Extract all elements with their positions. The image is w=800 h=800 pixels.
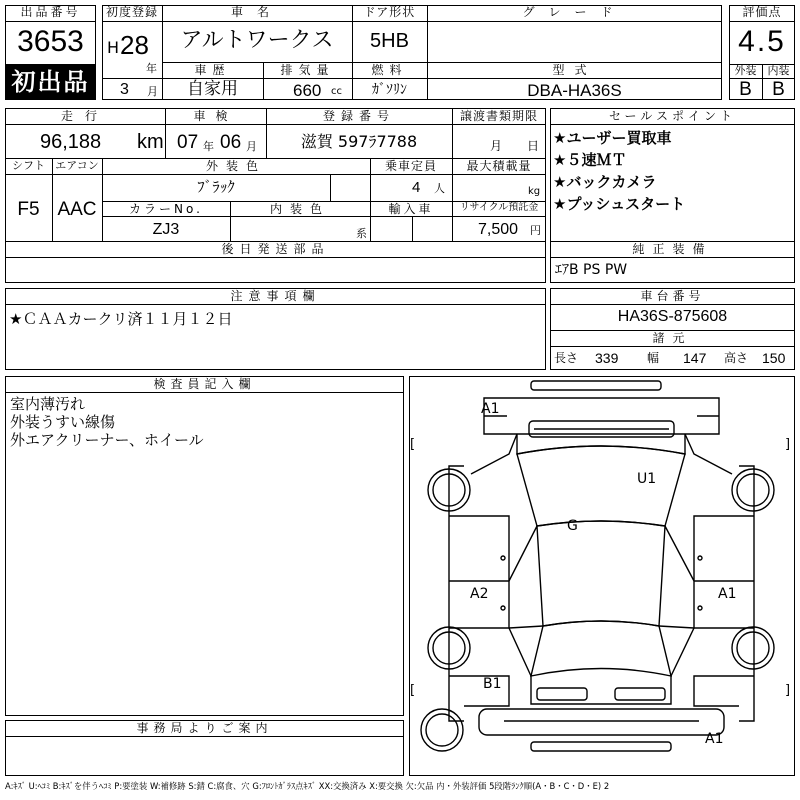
model-label: 型式 [552, 63, 597, 77]
door-label: ドア形状 [363, 5, 416, 19]
mileage: 96,188 [40, 131, 102, 153]
spec-label: 諸元 [652, 331, 693, 345]
first-reg-label: 初度登録 [105, 5, 158, 19]
car-name: アルトワークス [180, 28, 334, 53]
mark-windshield: G [567, 518, 578, 534]
inspection-month: 06 [220, 132, 242, 153]
inspection-label: 車検 [193, 109, 238, 123]
inspector-line: 外装うすい線傷 [10, 413, 116, 431]
capacity: 4 [412, 179, 421, 196]
shift-label: シフト [12, 159, 45, 172]
height-label: 高さ [724, 351, 749, 365]
displacement-label: 排気量 [280, 63, 335, 77]
caution-label: 注意事項欄 [230, 289, 321, 303]
svg-text:]: ] [785, 683, 791, 698]
load-label: 最大積載量 [466, 159, 532, 173]
sales-point: ★バックカメラ [553, 173, 657, 191]
equipment: ｴｱB PS PW [555, 262, 628, 278]
year-unit: 年 [146, 62, 157, 75]
first-reg-year: 28 [120, 30, 149, 60]
office-label: 事務局よりご案内 [136, 721, 273, 735]
width: 147 [683, 350, 707, 366]
era: H [107, 38, 120, 57]
mark-rear: A1 [705, 731, 724, 747]
fuel-label: 燃料 [371, 63, 408, 77]
load-unit: kg [528, 186, 541, 197]
equipment-label: 純正装備 [632, 242, 713, 256]
recycle: 7,500 [478, 221, 519, 238]
ac-label: エアコン [55, 159, 99, 172]
first-reg-month: 3 [120, 81, 129, 98]
displacement: 660 [293, 81, 322, 100]
svg-text:]: ] [785, 437, 791, 452]
recycle-label: リサイクル預託金 [459, 202, 539, 213]
first-listing-badge: 初出品 [6, 65, 95, 99]
svg-text:[: [ [410, 437, 416, 452]
int-color-unit: 系 [356, 227, 367, 240]
lot-label: 出品番号 [20, 5, 81, 19]
ac: AAC [57, 199, 97, 220]
mark-rear-left: B1 [483, 676, 502, 692]
exterior-label: 外装 [734, 64, 757, 77]
color-no: ZJ3 [152, 221, 180, 238]
mileage-label: 走行 [60, 109, 109, 123]
sales-point: ★５速ＭＴ [553, 151, 627, 169]
capacity-unit: 人 [434, 182, 445, 195]
legend: A:ｷｽﾞ U:ﾍｺﾐ B:ｷｽﾞを伴うﾍｺﾐ P:要塗装 W:補修跡 S:錆 C:腐食、穴 G:ﾌﾛﾝﾄｶﾞﾗｽ点ｷｽﾞ XX:交換済み X:要交換 欠:欠品 内・外装評価 5段階ﾗﾝｸ順(A・B・C・D・E) 2 [5, 781, 610, 791]
sales-point: ★プッシュスタート [553, 195, 686, 213]
displacement-unit: cc [331, 86, 342, 97]
transfer-month-unit: 月 [490, 139, 503, 153]
registration-label: 登録番号 [322, 109, 395, 123]
sales-points-label: セールスポイント [609, 109, 736, 123]
exterior-grade: B [739, 79, 752, 100]
shift: F5 [17, 199, 40, 220]
length: 339 [595, 350, 619, 366]
length-label: 長さ [554, 351, 579, 365]
sales-point: ★ユーザー買取車 [553, 129, 672, 147]
chassis-number: HA36S-875608 [617, 308, 728, 325]
history-label: 車歴 [194, 63, 231, 77]
inspection-year-unit: 年 [203, 140, 214, 153]
inspector-line: 外エアクリーナー、ホイール [10, 431, 204, 449]
mark-left-side: A2 [470, 586, 489, 602]
import-label: 輸入車 [388, 202, 434, 216]
ext-color-label: 外装色 [205, 159, 266, 173]
score-label: 評価点 [742, 5, 782, 19]
caution-note: ★ＣＡＡカークリ済１１月１２日 [9, 310, 233, 328]
month-unit: 月 [147, 85, 158, 98]
height: 150 [762, 350, 786, 366]
grade-label: グレード [522, 5, 627, 19]
inspector-label: 検査員記入欄 [153, 377, 256, 391]
mark-front-bumper: A1 [481, 401, 500, 417]
later-parts-label: 後日発送部品 [221, 242, 330, 256]
mark-right-side: A1 [718, 586, 737, 602]
model: DBA-HA36S [527, 81, 622, 100]
ext-color: ﾌﾞﾗｯｸ [197, 178, 235, 196]
interior-grade: B [772, 79, 785, 100]
svg-text:[: [ [410, 683, 416, 698]
chassis-label: 車台番号 [640, 289, 705, 303]
capacity-label: 乗車定員 [384, 159, 437, 173]
width-label: 幅 [647, 351, 660, 365]
door-type: 5HB [370, 30, 409, 52]
mark-roof: U1 [637, 471, 657, 487]
recycle-unit: 円 [530, 224, 541, 237]
fuel: ｶﾞｿﾘﾝ [372, 82, 407, 98]
registration: 滋賀 597ﾗ7788 [300, 132, 418, 151]
history: 自家用 [187, 79, 238, 99]
interior-label: 内装 [767, 64, 790, 77]
lot-number: 3653 [17, 25, 84, 58]
transfer-label: 譲渡書類期限 [459, 109, 538, 123]
transfer-day-unit: 日 [527, 139, 540, 153]
inspection-month-unit: 月 [246, 140, 257, 153]
int-color-label: 内装色 [269, 202, 330, 216]
score: 4.5 [738, 25, 786, 58]
mileage-unit: km [137, 131, 164, 153]
color-no-label: カラーNo. [129, 202, 203, 216]
car-name-label: 車名 [230, 5, 283, 19]
inspection-year: 07 [177, 132, 199, 153]
car-diagram [409, 376, 795, 776]
inspector-line: 室内薄汚れ [10, 395, 86, 413]
